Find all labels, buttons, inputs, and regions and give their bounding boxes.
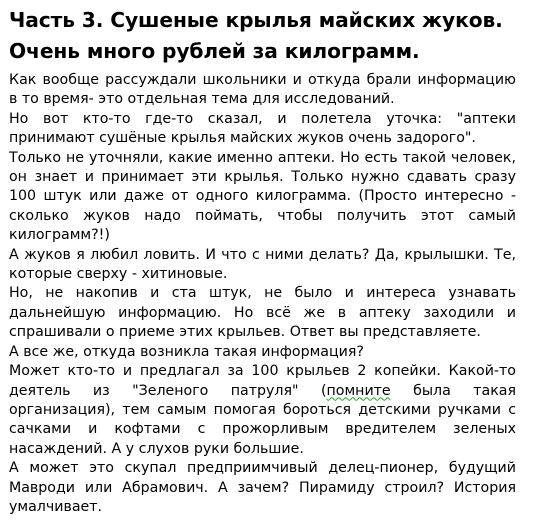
paragraph-8: А может это скупал предприимчивый делец-пионер, будущий Мавроди или Абрамович. А зачем? Пирамиду строил? История умалчивает. (9, 460, 516, 515)
paragraph-1: Как вообще рассуждали школьники и откуда брали информацию в то время- это отдельная тема для исследований. (9, 72, 516, 108)
document-page (9, 0, 516, 517)
paragraph-5: Но, не накопив и ста штук, не было и интереса узнавать дальнейшую информацию. Но всё же в аптеку заходили и спрашивали о приеме этих крыльев. Ответ вы представляете. (9, 285, 516, 341)
paragraph-7-end: была такая организация), тем самым помогая бороться детскими ручками с сачками и кофтами с прожорливым вредителем зеленых насаждений. А у слухов руки большие. (9, 382, 516, 457)
paragraph-2: Но вот кто-то где-то сказал, и полетела уточка: "аптеки принимают сушёные крылья майских жуков очень задорого". (9, 110, 516, 147)
chapter-heading (9, 5, 516, 67)
paragraph-3: Только не уточняли, какие именно аптеки. Но есть такой человек, он знает и принимает эти крылья. Только нужно сдавать сразу 100 штук или даже от одного килограмма. (Просто интересно - сколько жуков надо поймать, чтобы получить этот самый килограмм?!) (9, 149, 516, 244)
spellcheck-underlined-word: помните (326, 382, 391, 399)
heading-line-2: Очень много рублей за килограмм. (9, 39, 420, 63)
paragraph-4: А жуков я любил ловить. И что с ними делать? Да, крылышки. Те, которые сверху - хитиновые. (9, 246, 516, 283)
heading-line-1: Часть 3. Сушеные крылья майских жуков. (9, 8, 503, 32)
body-text (9, 71, 516, 517)
paragraph-7-start: Может кто-то и предлагал за 100 крыльев 2 копейки. Какой-то деятель из "Зеленого патруля" ( (9, 363, 516, 399)
paragraph-6: А все же, откуда возникла такая информация? (9, 343, 364, 360)
paragraph-7 (9, 362, 516, 459)
